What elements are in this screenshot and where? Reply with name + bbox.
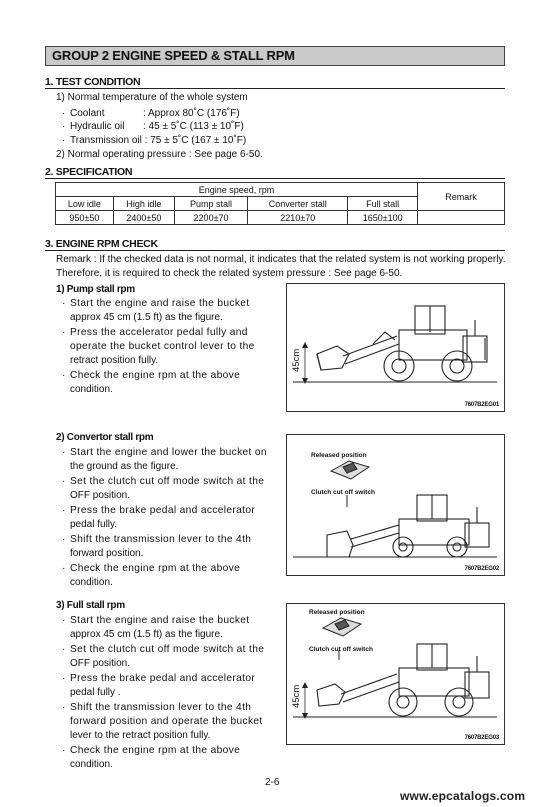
full-line-4: OFF position. (70, 658, 131, 669)
col-full-stall: Full stall (348, 197, 418, 211)
height-dimension-label: 45cm (291, 348, 302, 372)
convertor-stall-title: 2) Convertor stall rpm (56, 432, 154, 443)
convertor-line-9: · Check the engine rpm at the above (62, 563, 241, 574)
section-rule (45, 250, 505, 251)
pump-stall-figure (286, 283, 505, 412)
page-number: 2-6 (265, 777, 280, 788)
figure-code: 7607B2EG01 (464, 402, 499, 408)
section-rule (45, 178, 505, 179)
remark-header: Remark (418, 183, 505, 211)
bullet-mark: · (62, 298, 66, 309)
pump-line-6: · Check the engine rpm at the above (62, 370, 241, 381)
col-low-idle: Low idle (56, 197, 114, 211)
condition-item-2: 2) Normal operating pressure : See page 6-50. (56, 149, 263, 160)
val-low-idle: 950±50 (56, 211, 114, 225)
group-header: GROUP 2 ENGINE SPEED & STALL RPM (45, 46, 505, 66)
transmission-line: · Transmission oil : 75 ± 5˚C (167 ± 10˚F) (62, 135, 247, 146)
bullet-mark: · (62, 745, 66, 756)
coolant-value: : Approx 80˚C (176˚F) (143, 108, 240, 119)
wheel-loader-full-stall-illustration (287, 604, 504, 744)
convertor-line-2: the ground as the figure. (70, 461, 179, 472)
bullet-mark: · (62, 370, 66, 381)
bullet-mark: · (62, 702, 66, 713)
col-converter-stall: Converter stall (248, 197, 348, 211)
coolant-label: · Coolant (62, 108, 105, 119)
bullet-mark: · (62, 644, 66, 655)
convertor-line-1: · Start the engine and lower the bucket on (62, 447, 267, 458)
full-stall-title: 3) Full stall rpm (56, 600, 125, 611)
height-dimension-label: 45cm (291, 684, 302, 708)
convertor-line-10: condition. (70, 577, 113, 588)
convertor-line-6: pedal fully. (70, 519, 118, 530)
convertor-stall-figure (286, 434, 505, 576)
bullet-mark: · (62, 327, 66, 338)
bullet-mark: · (62, 476, 66, 487)
pump-line-5: retract position fully. (70, 355, 159, 366)
val-high-idle: 2400±50 (113, 211, 174, 225)
convertor-line-4: OFF position. (70, 490, 131, 501)
figure-code: 7607B2EG02 (464, 566, 499, 572)
val-remark (418, 211, 505, 225)
full-stall-figure (286, 603, 505, 745)
convertor-line-5: · Press the brake pedal and accelerator (62, 505, 256, 516)
bullet-mark: · (62, 673, 66, 684)
pump-line-1: · Start the engine and raise the bucket (62, 298, 250, 309)
pump-line-4: operate the bucket control lever to the (70, 341, 255, 352)
col-high-idle: High idle (113, 197, 174, 211)
bullet-mark: · (62, 534, 66, 545)
full-line-6: pedal fully . (70, 687, 121, 698)
bullet-mark: · (62, 615, 66, 626)
engine-speed-header: Engine speed, rpm (56, 183, 418, 197)
rpm-check-heading: 3. ENGINE RPM CHECK (45, 238, 158, 250)
bullet-mark: · (62, 121, 66, 132)
spec-table (55, 182, 505, 225)
test-condition-heading: 1. TEST CONDITION (45, 76, 141, 88)
convertor-line-3: · Set the clutch cut off mode switch at the (62, 476, 265, 487)
released-position-label: Released position (309, 609, 365, 616)
watermark: www.epcatalogs.com (400, 789, 526, 803)
bullet-mark: · (62, 108, 66, 119)
full-line-1: · Start the engine and raise the bucket (62, 615, 250, 626)
specification-heading: 2. SPECIFICATION (45, 166, 133, 178)
bullet-mark: · (62, 447, 66, 458)
clutch-cutoff-switch-label: Clutch cut off switch (311, 489, 375, 496)
section-rule (45, 88, 505, 89)
val-converter-stall: 2210±70 (248, 211, 348, 225)
full-line-2: approx 45 cm (1.5 ft) as the figure. (70, 629, 223, 640)
bullet-mark: · (62, 135, 66, 146)
hydraulic-value: : 45 ± 5˚C (113 ± 10˚F) (143, 121, 244, 132)
full-line-10: · Check the engine rpm at the above (62, 745, 241, 756)
wheel-loader-raised-illustration (287, 284, 504, 411)
released-position-label: Released position (311, 452, 367, 459)
full-line-9: lever to the retract position fully. (70, 730, 211, 741)
condition-item-1: 1) Normal temperature of the whole system (56, 92, 248, 103)
full-line-7: · Shift the transmission lever to the 4th (62, 702, 252, 713)
clutch-cutoff-switch-label: Clutch cut off switch (309, 646, 373, 653)
bullet-mark: · (62, 505, 66, 516)
full-line-3: · Set the clutch cut off mode switch at the (62, 644, 265, 655)
pump-line-3: · Press the accelerator pedal fully and (62, 327, 248, 338)
pump-line-2: approx 45 cm (1.5 ft) as the figure. (70, 312, 223, 323)
full-line-11: condition. (70, 759, 113, 770)
figure-code: 7607B2EG03 (464, 735, 499, 741)
convertor-line-8: forward position. (70, 548, 144, 559)
val-full-stall: 1650±100 (348, 211, 418, 225)
full-line-5: · Press the brake pedal and accelerator (62, 673, 256, 684)
hydraulic-label: · Hydraulic oil (62, 121, 125, 132)
convertor-line-7: · Shift the transmission lever to the 4th (62, 534, 252, 545)
col-pump-stall: Pump stall (175, 197, 248, 211)
bullet-mark: · (62, 563, 66, 574)
pump-line-7: condition. (70, 384, 113, 395)
remark-line-1: Remark : If the checked data is not normal, it indicates that the related system is not working properly. (56, 254, 506, 265)
full-line-8: forward position and operate the bucket (70, 716, 263, 727)
pump-stall-title: 1) Pump stall rpm (56, 284, 135, 295)
val-pump-stall: 2200±70 (175, 211, 248, 225)
remark-line-2: Therefore, it is required to check the related system pressure : See page 6-50. (56, 268, 403, 279)
